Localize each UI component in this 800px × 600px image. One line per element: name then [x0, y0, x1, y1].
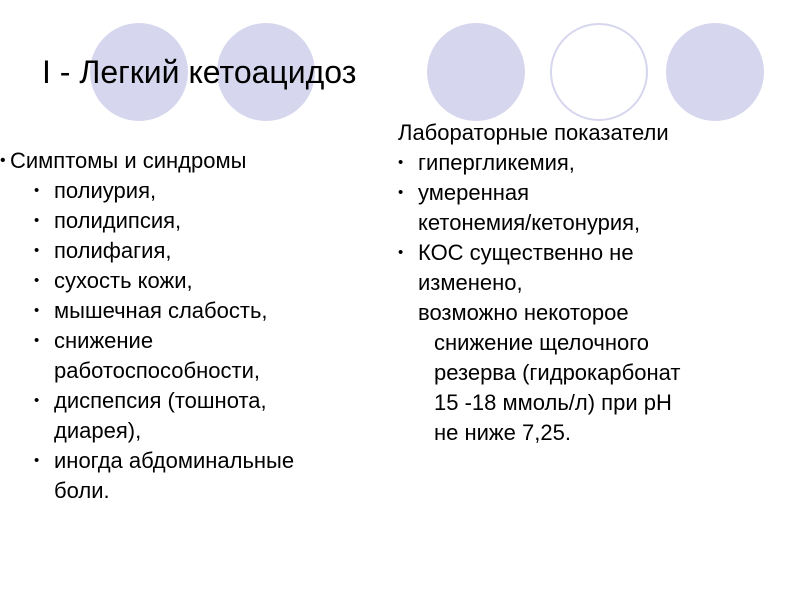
bullet-icon: • [34, 242, 40, 259]
list-item-text: умеренная [418, 180, 530, 205]
lab-heading: Лабораторные показатели [398, 120, 669, 145]
list-item-text: диарея), [54, 418, 142, 443]
list-item-text: полиурия, [54, 178, 157, 203]
decorative-circle [550, 23, 648, 121]
list-item-text: кетонемия/кетонурия, [418, 210, 641, 235]
bullet-icon: • [34, 272, 40, 289]
list-item [386, 238, 786, 298]
continuation-text: снижение щелочного [434, 330, 649, 355]
list-item [0, 326, 370, 386]
list-item-text: иногда абдоминальные [54, 448, 295, 473]
bullet-icon: • [398, 244, 404, 261]
continuation-text: возможно некоторое [418, 300, 629, 325]
symptoms-heading-row [0, 146, 370, 176]
list-item [0, 206, 370, 236]
list-item-text: боли. [54, 478, 110, 503]
list-item-text: работоспособности, [54, 358, 260, 383]
list-item [386, 178, 786, 238]
symptoms-list [0, 176, 370, 506]
symptoms-column [0, 146, 370, 506]
list-item [0, 386, 370, 446]
list-item-text: диспепсия (тошнота, [54, 388, 267, 413]
bullet-icon: • [34, 302, 40, 319]
list-item [0, 266, 370, 296]
list-item [386, 148, 786, 178]
bullet-icon: • [34, 392, 40, 409]
bullet-icon: • [34, 452, 40, 469]
list-item-text: сухость кожи, [54, 268, 193, 293]
list-item-text: КОС существенно не [418, 240, 634, 265]
continuation-text: не ниже 7,25. [434, 420, 571, 445]
slide-title: I - Легкий кетоацидоз [42, 54, 357, 90]
bullet-icon: • [34, 212, 40, 229]
list-item-text: полифагия, [54, 238, 172, 263]
bullet-icon: • [34, 182, 40, 199]
list-item [0, 296, 370, 326]
bullet-icon: • [398, 184, 404, 201]
lab-column [386, 118, 786, 448]
decorative-circle [666, 23, 764, 121]
bullet-icon: • [398, 154, 404, 171]
list-item-text: полидипсия, [54, 208, 182, 233]
heading-bullet-icon: • [0, 152, 6, 169]
lab-continuation [386, 298, 786, 448]
lab-list [386, 148, 786, 298]
list-item [0, 176, 370, 206]
list-item [0, 446, 370, 506]
list-item [0, 236, 370, 266]
symptoms-heading: Симптомы и синдромы [10, 148, 247, 173]
list-item-text: изменено, [418, 270, 523, 295]
list-item-text: гипергликемия, [418, 150, 575, 175]
continuation-text: 15 -18 ммоль/л) при рН [434, 390, 672, 415]
continuation-text: резерва (гидрокарбонат [434, 360, 681, 385]
decorative-circle [427, 23, 525, 121]
list-item-text: мышечная слабость, [54, 298, 268, 323]
bullet-icon: • [34, 332, 40, 349]
list-item-text: снижение [54, 328, 154, 353]
